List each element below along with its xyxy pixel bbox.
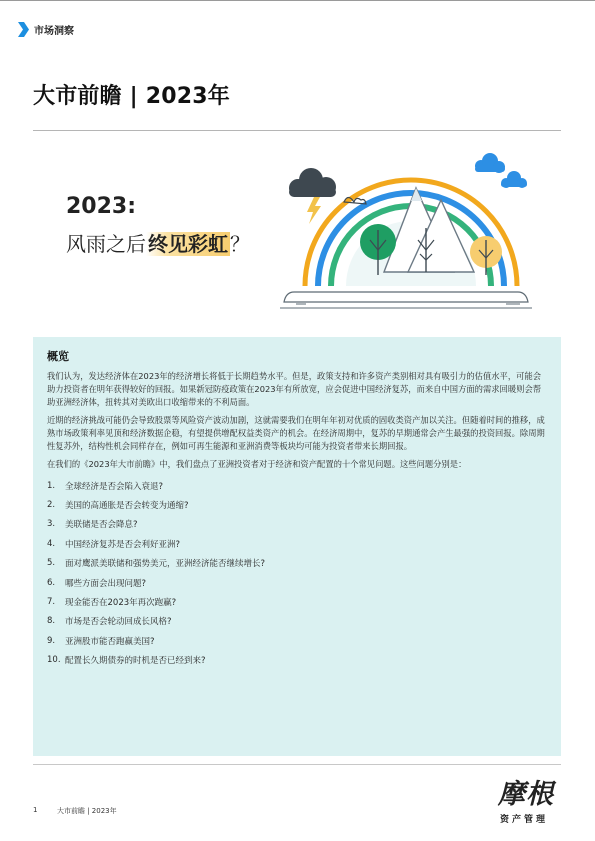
overview-heading: 概览	[47, 350, 69, 363]
page-title: 大市前瞻 | 2023年	[33, 84, 230, 109]
question-text: 美国的高通胀是否会转变为通缩?	[65, 501, 189, 512]
list-item	[47, 554, 547, 573]
question-number: 5.	[47, 558, 56, 569]
question-number: 6.	[47, 577, 56, 588]
title-divider	[33, 130, 561, 131]
question-text: 哪些方面会出现问题?	[65, 578, 147, 589]
question-text: 美联储是否会降息?	[65, 520, 138, 531]
list-item	[47, 476, 547, 495]
question-text: 市场是否会轮动回成长风格?	[65, 617, 172, 628]
top-rule	[0, 0, 595, 1]
hero-subtitle-start: 风雨之后	[66, 232, 146, 256]
list-item	[47, 534, 547, 553]
footer-divider	[33, 764, 561, 765]
question-number: 7.	[47, 597, 56, 608]
list-item	[47, 612, 547, 631]
hero-year: 2023:	[66, 194, 137, 219]
list-item	[47, 592, 547, 611]
question-list	[47, 476, 547, 670]
question-number: 1.	[47, 480, 56, 491]
list-item	[47, 651, 547, 670]
logo-subtitle: 资产管理	[500, 815, 549, 825]
question-number: 4.	[47, 538, 56, 549]
hero-subtitle	[66, 228, 250, 257]
hero-subtitle-end: ？	[230, 232, 250, 256]
list-item	[47, 631, 547, 650]
section-tag	[18, 22, 74, 37]
overview-paragraph: 我们认为，发达经济体在2023年的经济增长将低于长期趋势水平。但是，政策支持和许多资产类别相对具有吸引力的估值水平，可能会助力投资者在明年获得较好的回报。如果新冠防疫政策在2023年有所放宽，应会促进中国经济复苏，而来自中国方面的需求回暖则会帮助亚洲经济体，扭转其对美欧出口收缩带来的不利局面。	[47, 371, 542, 407]
list-item	[47, 515, 547, 534]
overview-paragraph: 在我们的《2023年大市前瞻》中，我们盘点了亚洲投资者对于经济和资产配置的十个常见问题。这些问题分别是：	[47, 459, 467, 469]
list-item	[47, 573, 547, 592]
question-number: 9.	[47, 635, 56, 646]
question-text: 面对鹰派美联储和强势美元，亚洲经济能否继续增长?	[65, 559, 266, 570]
question-text: 全球经济是否会陷入衰退?	[65, 481, 164, 492]
chevron-right-icon	[18, 22, 29, 37]
question-number: 2.	[47, 500, 56, 511]
rainbow-illustration	[276, 140, 536, 320]
logo: 摩根	[498, 779, 554, 810]
question-text: 亚洲股市能否跑赢美国?	[65, 636, 155, 647]
section-label: 市场洞察	[34, 26, 74, 37]
question-number: 3.	[47, 519, 56, 530]
question-text: 中国经济复苏是否会利好亚洲?	[65, 539, 181, 550]
page-number: 1	[33, 806, 38, 814]
list-item	[47, 495, 547, 514]
footer-doc-title: 大市前瞻 | 2023年	[57, 807, 117, 815]
overview-panel	[33, 337, 561, 756]
question-number: 10.	[47, 655, 61, 666]
question-text: 配置长久期债券的时机是否已经到来?	[65, 656, 206, 667]
hero-subtitle-highlight: 终见彩虹	[148, 232, 228, 256]
overview-paragraph: 近期的经济挑战可能仍会导致股票等风险资产波动加剧，这就需要我们在明年年初对优质的固收类资产加以关注。但随着时间的推移，成熟市场政策利率见顶和经济数据企稳，有望提供增配权益类资产的机会。在经济周期中，复苏的早期通常会产生最强的投资回报。除周期性复苏外，结构性机会同样存在，例如可再生能源和亚洲消费等板块均可能为投资者带来长期回报。	[47, 415, 545, 451]
question-text: 现金能否在2023年再次跑赢?	[65, 598, 177, 609]
question-number: 8.	[47, 616, 56, 627]
